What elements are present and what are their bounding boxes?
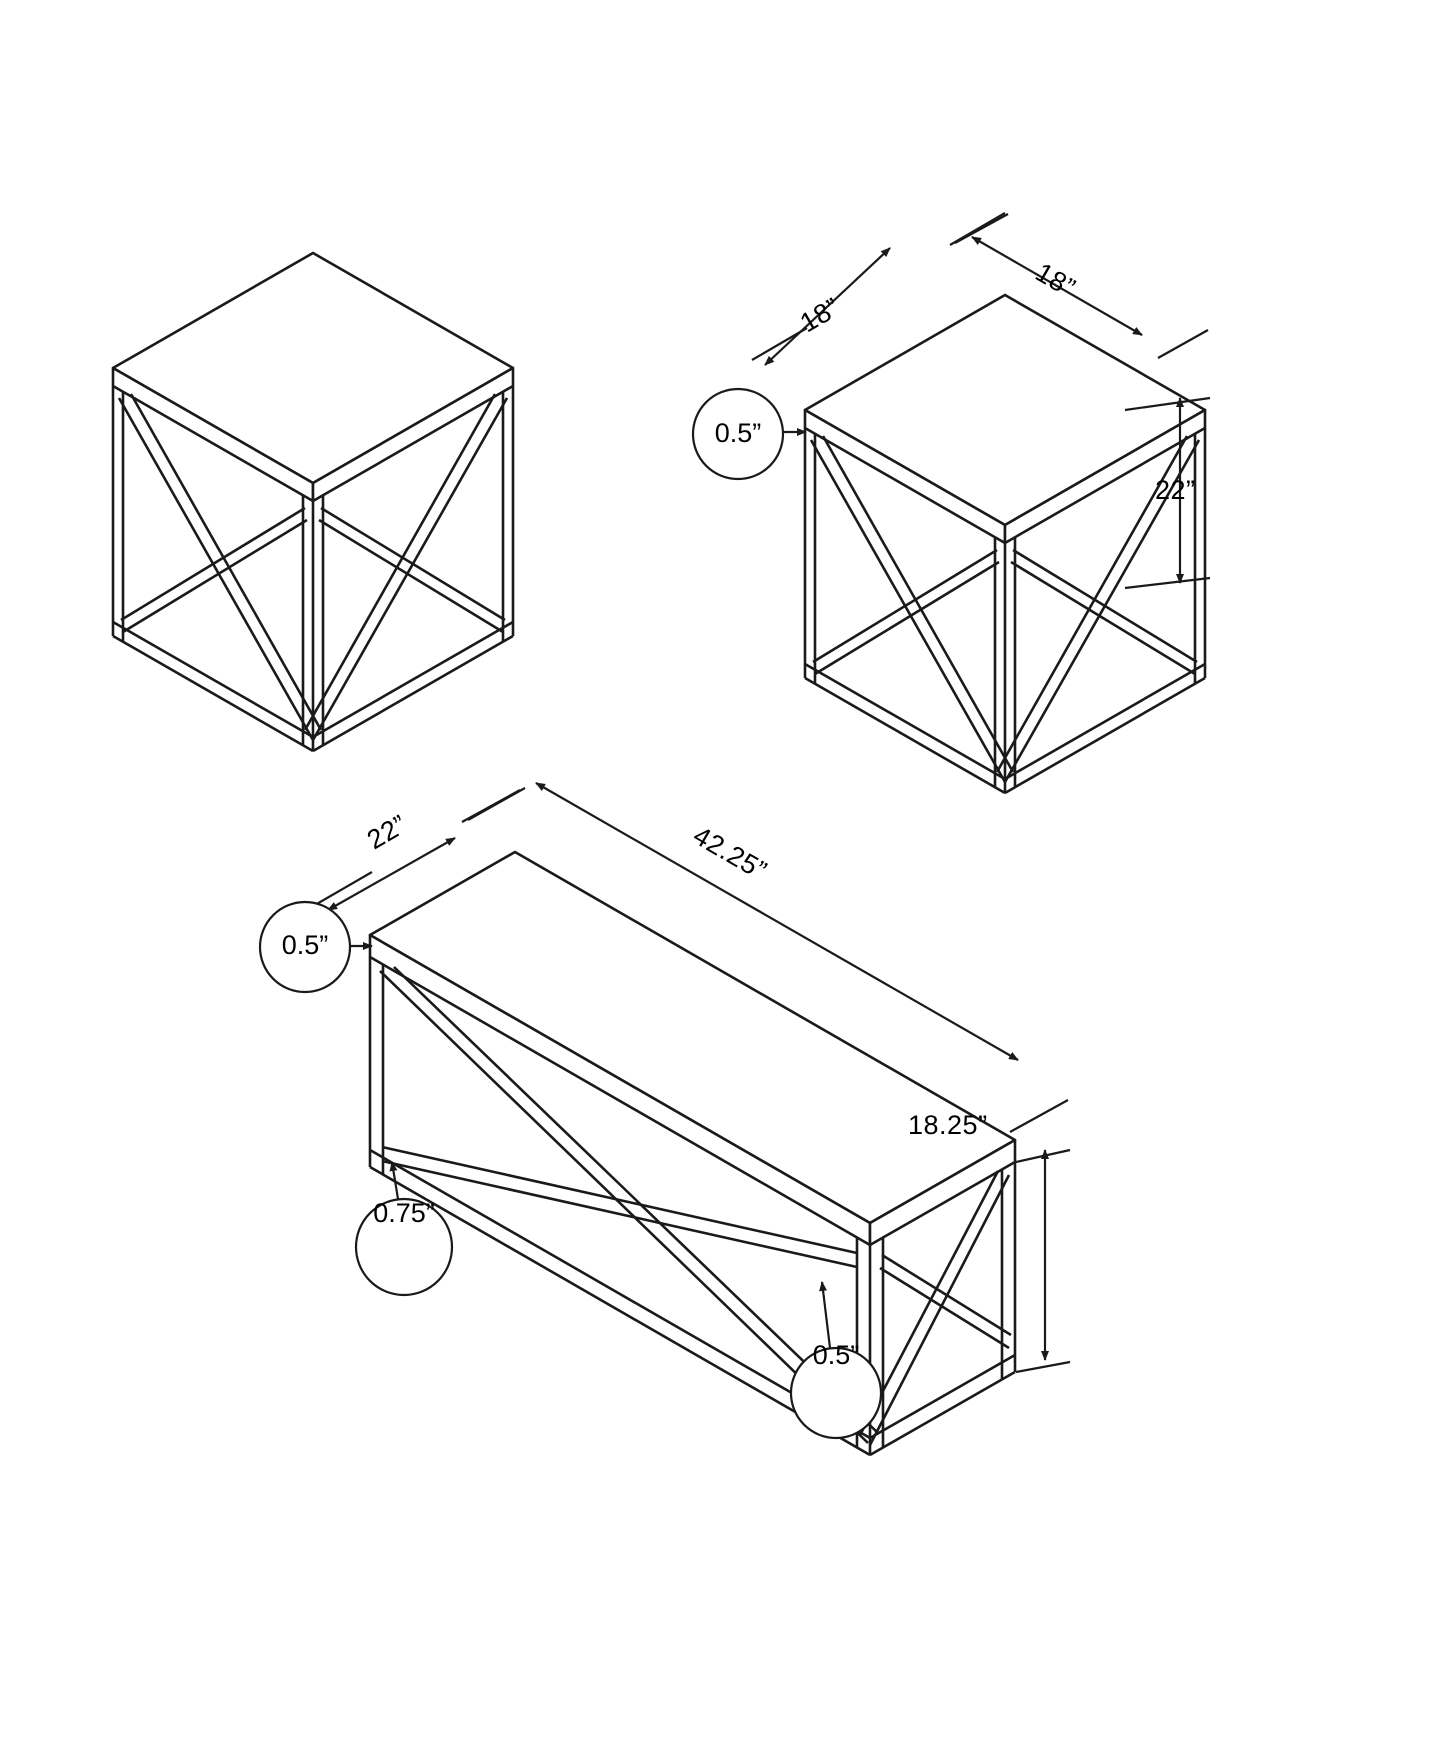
label-endtable-thickness: 0.5” bbox=[714, 418, 762, 448]
label-endtable-height: 22” bbox=[1155, 475, 1196, 505]
dimension-coffee-height bbox=[1016, 1150, 1070, 1372]
label-coffee-rail-thickness: 0.5” bbox=[812, 1340, 860, 1370]
figure-coffee-table bbox=[370, 852, 1015, 1455]
label-endtable-depth: 18” bbox=[794, 291, 846, 339]
label-coffee-top-thickness: 0.5” bbox=[281, 930, 329, 960]
label-coffee-depth: 22” bbox=[361, 808, 413, 856]
figure-end-table-right bbox=[805, 295, 1205, 793]
label-coffee-leg-thickness: 0.75” bbox=[373, 1198, 435, 1228]
label-coffee-height: 18.25” bbox=[908, 1110, 988, 1140]
label-endtable-width: 18” bbox=[1030, 256, 1081, 304]
figure-end-table-left bbox=[113, 253, 513, 751]
label-coffee-width: 42.25” bbox=[688, 820, 772, 886]
